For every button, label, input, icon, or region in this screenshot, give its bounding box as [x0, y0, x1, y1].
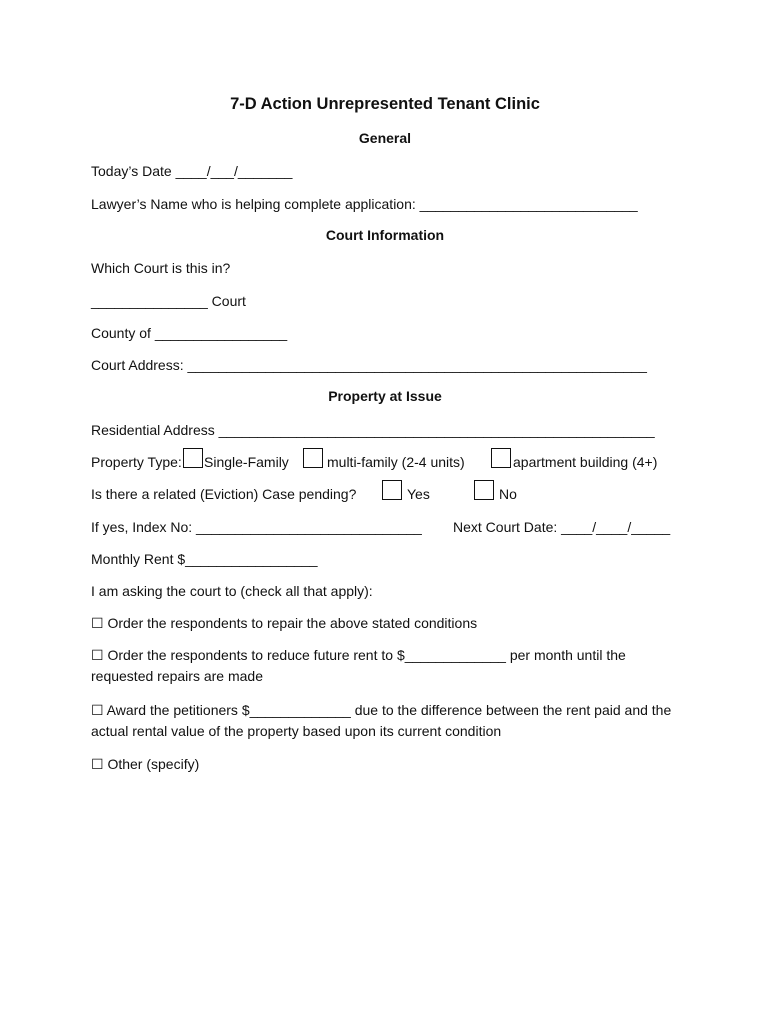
section-heading-property: Property at Issue — [328, 388, 442, 404]
section-heading-general: General — [358, 130, 412, 146]
section-heading-court: Court Information — [325, 227, 445, 243]
case-pending-no-label: No — [499, 486, 517, 502]
request-other-option[interactable]: ☐ Other (specify) — [91, 756, 200, 772]
multi-family-checkbox[interactable] — [303, 448, 323, 468]
case-pending-yes-checkbox[interactable] — [382, 480, 402, 500]
index-number-field[interactable]: If yes, Index No: _____________________________ — [91, 519, 422, 535]
next-court-date-field[interactable]: Next Court Date: ____/____/_____ — [453, 519, 671, 535]
requests-intro: I am asking the court to (check all that apply): — [91, 583, 373, 599]
case-pending-label: Is there a related (Eviction) Case pending? — [91, 486, 357, 502]
court-name-field[interactable]: _______________ Court — [91, 293, 246, 309]
request-reduce-rent-option[interactable]: ☐ Order the respondents to reduce future rent to $_____________ per month until the requested repairs are made — [91, 647, 626, 684]
single-family-checkbox[interactable] — [183, 448, 203, 468]
court-address-field[interactable]: Court Address: ___________________________________________________________ — [91, 357, 647, 373]
which-court-label: Which Court is this in? — [91, 260, 231, 276]
monthly-rent-field[interactable]: Monthly Rent $_________________ — [91, 551, 318, 567]
case-pending-no-checkbox[interactable] — [474, 480, 494, 500]
lawyer-name-field[interactable]: Lawyer’s Name who is helping complete application: ____________________________ — [91, 196, 638, 212]
request-repair-option[interactable]: ☐ Order the respondents to repair the above stated conditions — [91, 615, 478, 631]
apartment-building-checkbox[interactable] — [491, 448, 511, 468]
residential-address-field[interactable]: Residential Address ________________________________________________________ — [91, 422, 655, 438]
form-title: 7-D Action Unrepresented Tenant Clinic — [230, 95, 540, 113]
case-pending-yes-label: Yes — [407, 486, 430, 502]
property-type-label: Property Type: — [91, 454, 182, 470]
county-field[interactable]: County of _________________ — [91, 325, 288, 341]
single-family-label: Single-Family — [204, 454, 289, 470]
request-award-option[interactable]: ☐ Award the petitioners $_____________ due to the difference between the rent paid and the actual rental value of the property based upon its current condition — [91, 702, 672, 739]
apartment-building-label: apartment building (4+) — [513, 454, 658, 470]
multi-family-label: multi-family (2-4 units) — [327, 454, 465, 470]
todays-date-field[interactable]: Today’s Date ____/___/_______ — [91, 163, 293, 179]
